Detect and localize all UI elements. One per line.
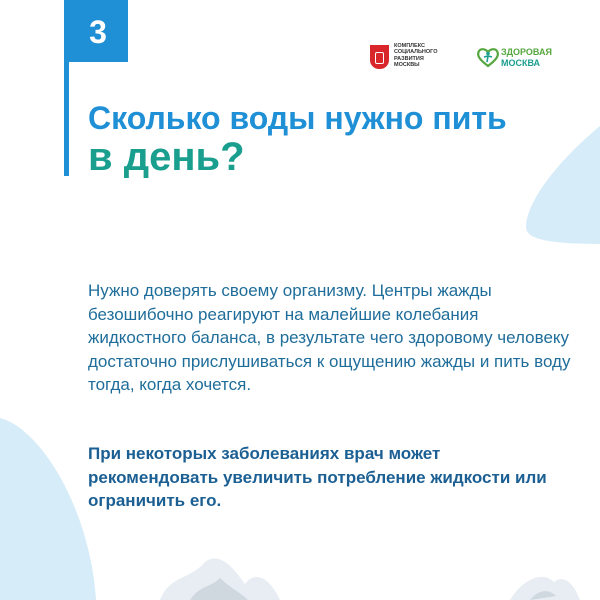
logo-complex-text: КОМПЛЕКС СОЦИАЛЬНОГО РАЗВИТИЯ МОСКВЫ	[394, 43, 438, 69]
body-paragraph: Нужно доверять своему организму. Центры жажды безошибочно реагируют на малейшие колебания жидкостного баланса, в результате чего здоровому человеку достаточно прислушиваться к ощущению жажды и пить воду тогда, когда хочется.	[88, 281, 571, 394]
decor-splash-bottom	[150, 540, 580, 600]
page-title-line2: в день?	[88, 135, 245, 179]
logo-zdorovaya-moskva	[476, 43, 566, 73]
logo-zdorovaya-text	[501, 47, 563, 69]
note-paragraph: При некоторых заболеваниях врач может рекомендовать увеличить потребление жидкости или ограничить его.	[88, 444, 547, 510]
moscow-emblem-icon	[370, 45, 389, 69]
logo-complex-social-development	[370, 43, 450, 75]
page-title-line1: Сколько воды нужно пить	[88, 100, 507, 136]
heart-figure-icon	[476, 45, 500, 69]
slide-number: 3	[89, 14, 107, 50]
logo-zdorovaya-line1: ЗДОРОВАЯ	[501, 47, 552, 57]
decor-blob-right	[488, 126, 600, 244]
slide-number-badge	[68, 0, 128, 62]
decor-blob-left	[0, 418, 98, 600]
logo-zdorovaya-line2: МОСКВА	[501, 58, 541, 68]
